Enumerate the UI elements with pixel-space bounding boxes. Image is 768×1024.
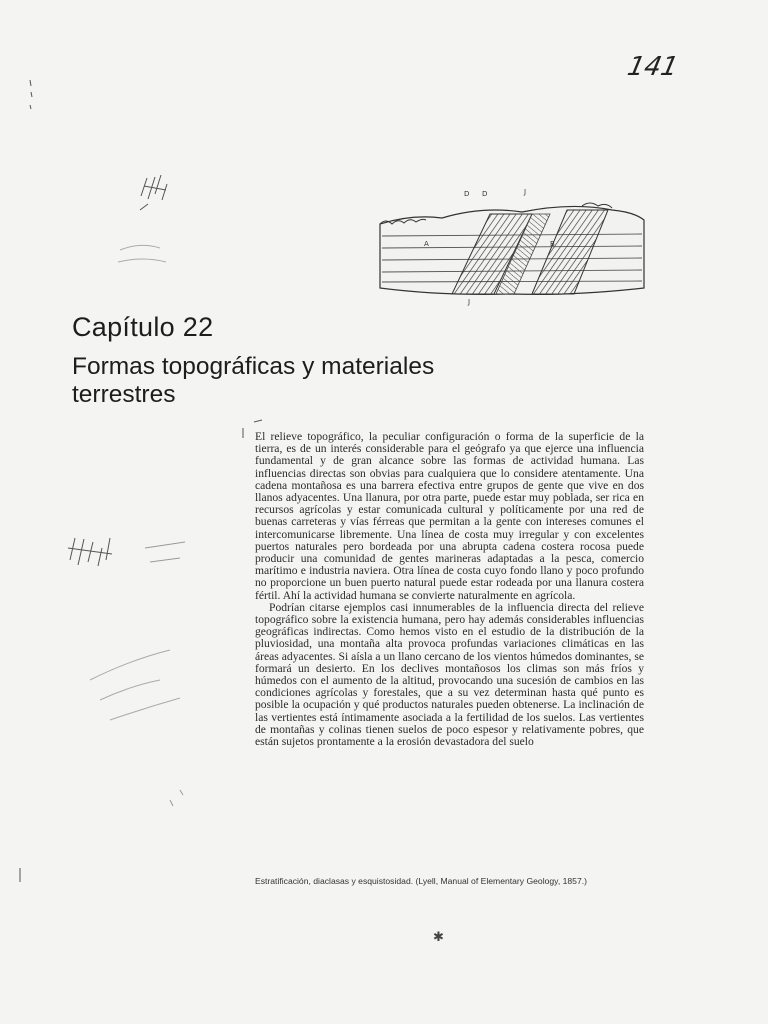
figure-label-d1: D (464, 190, 470, 198)
figure-label-j1: J (524, 188, 527, 196)
figure-label-a: A (424, 240, 429, 248)
paragraph-1: El relieve topográfico, la peculiar configuración o forma de la superficie de la tierra, es de un interés considerable para el geógrafo ya que ejerce una influencia fundamental y de gran alcance sobre las formas de actividad humana. Las influencias directas son obvias para cualquiera que lo considere atentamente. Una cadena montañosa es una barrera efectiva entre grupos de gente que vive en dos llanos adyacentes. Una llanura, por otra parte, puede estar muy poblada, ser rica en recursos agrícolas y estar comunicada cultural y políticamente por una red de buenas carreteras y vías férreas que permitan a la gente con intereses comunes el intercomunicarse libremente. Una línea de costa muy irregular y con excelentes puertos naturales pero bordeada por una abrupta cadena costera rocosa puede producir una comunidad de gentes marineras adaptadas a la pesca, comercio marítimo e industria naviera. Otra línea de costa cuyo fondo llano y poco profundo no proporcione un buen puerto natural puede estar rodeada por una llanura costera fértil. Ahí la actividad humana se convierte naturalmente en agrícola. (255, 430, 644, 602)
chapter-title (72, 353, 592, 409)
figure-label-b: B (550, 240, 555, 248)
page-number: 141 (624, 52, 681, 82)
chapter-title-line1: Formas topográficas y materiales (72, 353, 435, 380)
figure-caption: Estratificación, diaclasas y esquistosidad. (Lyell, Manual of Elementary Geology, 1857.) (255, 876, 587, 886)
figure-label-d2: D (482, 190, 488, 198)
asterisk-mark: ✱ (433, 930, 444, 945)
figure-label-j2: J (468, 298, 471, 306)
paragraph-2: Podrían citarse ejemplos casi innumerables de la influencia directa del relieve topográfico sobre la existencia humana, pero hay además considerables influencias geográficas indirectas. Como hemos visto en el estudio de la distribución de la pluviosidad, una montaña alta provoca profundas variaciones climáticas en las áreas adyacentes. Si aísla a un llano cercano de los vientos húmedos dominantes, se formará un desierto. En los declives montañosos los climas son más fríos y húmedos con el aumento de la altitud, provocando una sucesión de cambios en las condiciones agrícolas y forestales, que a su vez determinan hasta qué punto es posible la ocupación y qué productos naturales pueden obtenerse. La inclinación de las vertientes está íntimamente asociada a la fertilidad de los suelos. Las vertientes de montañas y colinas tienen suelos de poco espesor y relativamente pobres, que están sujetos prontamente a la erosión devastadora del suelo (255, 600, 644, 749)
chapter-label: Capítulo 22 (72, 312, 214, 342)
chapter-title-line2: terrestres (72, 381, 176, 408)
stratification-illustration (372, 184, 650, 306)
body-text (255, 431, 644, 748)
